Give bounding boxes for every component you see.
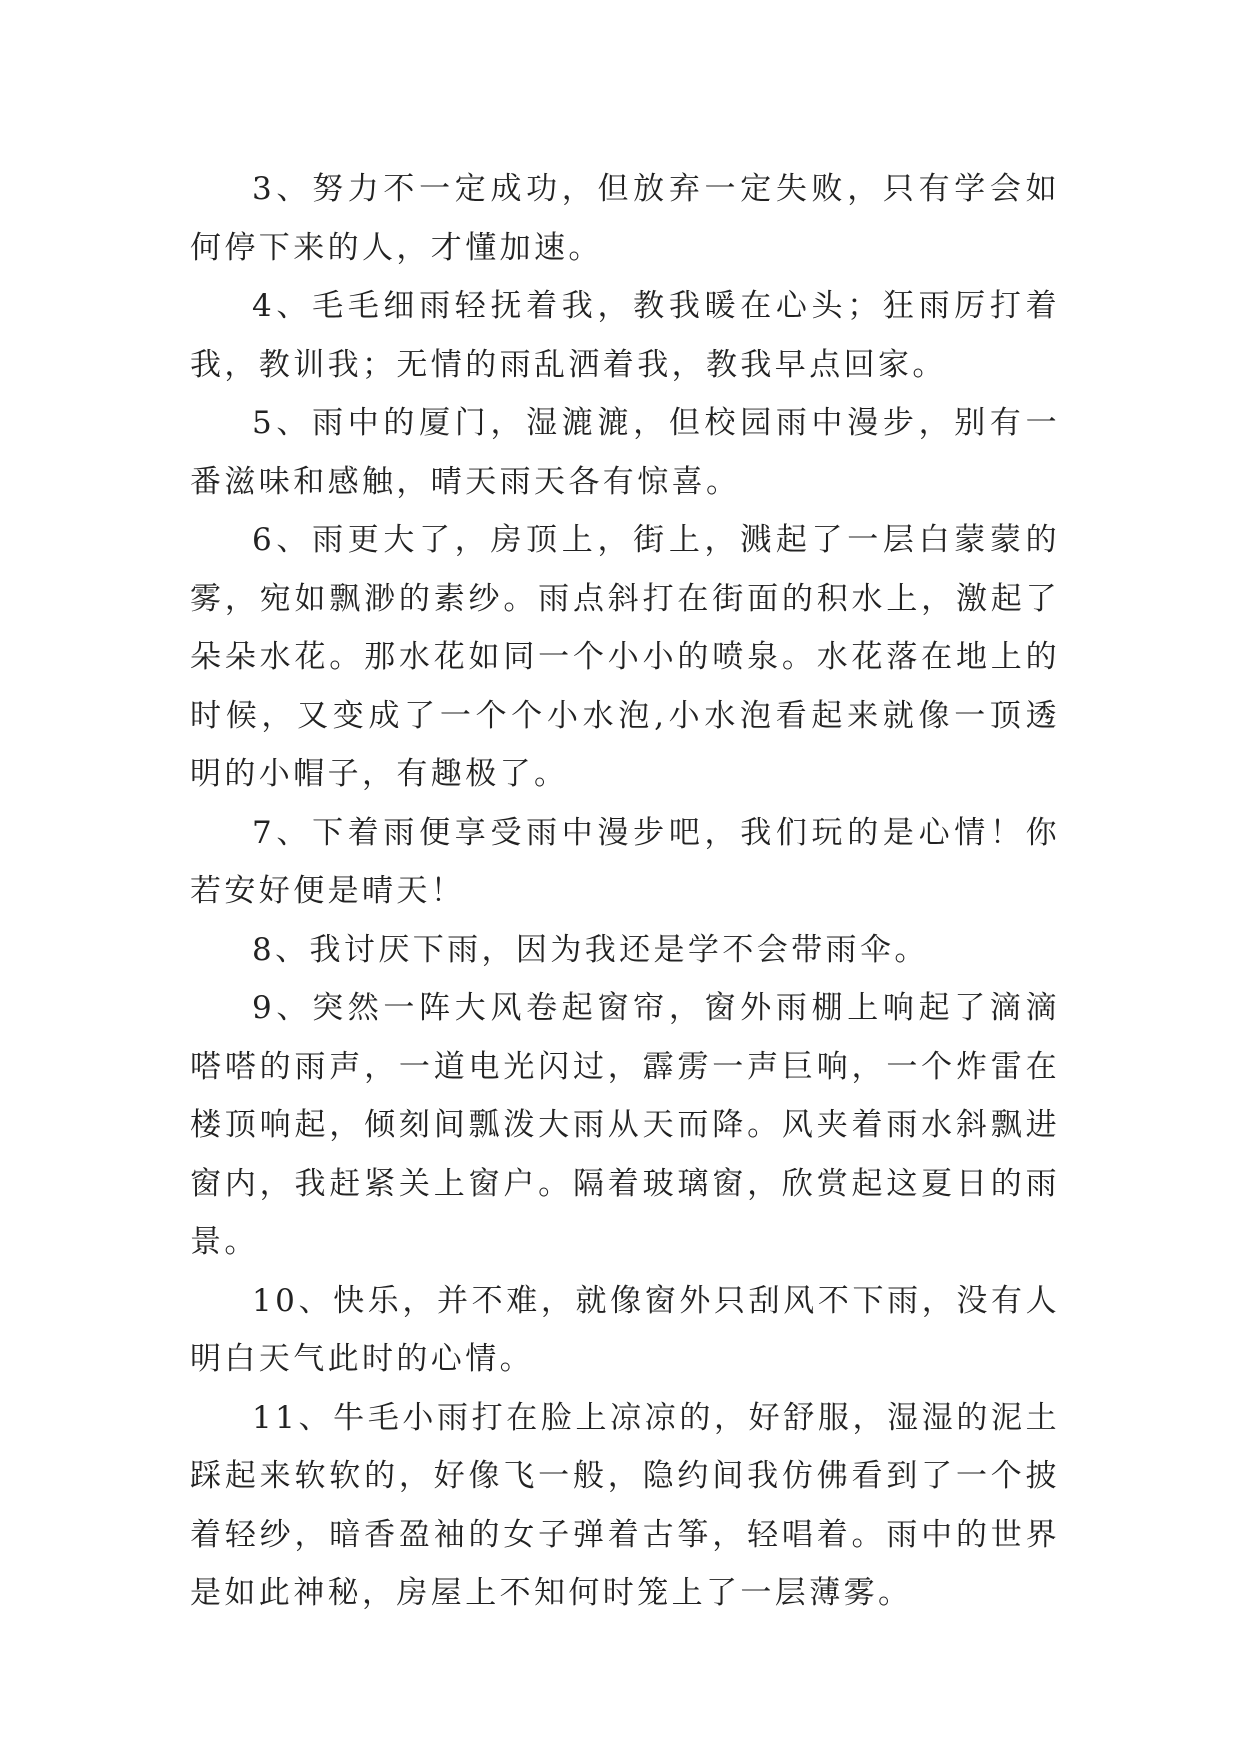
paragraph-7: 7、下着雨便享受雨中漫步吧，我们玩的是心情！你若安好便是晴天！ [190, 814, 1060, 909]
paragraph-10: 10、快乐，并不难，就像窗外只刮风不下雨，没有人明白天气此时的心情。 [190, 1282, 1060, 1377]
paragraph-5: 5、雨中的厦门，湿漉漉，但校园雨中漫步，别有一番滋味和感触，晴天雨天各有惊喜。 [190, 405, 1060, 500]
paragraph-9: 9、突然一阵大风卷起窗帘，窗外雨棚上响起了滴滴嗒嗒的雨声，一道电光闪过，霹雳一声巨响，一个炸雷在楼顶响起，倾刻间瓢泼大雨从天而降。风夹着雨水斜飘进窗内，我赶紧关上窗户。隔着玻璃窗，欣赏起这夏日的雨景。 [190, 990, 1060, 1260]
paragraph-8: 8、我讨厌下雨，因为我还是学不会带雨伞。 [252, 931, 929, 968]
paragraph-6: 6、雨更大了，房顶上，街上，溅起了一层白蒙蒙的雾，宛如飘渺的素纱。雨点斜打在街面的积水上，激起了朵朵水花。那水花如同一个小小的喷泉。水花落在地上的时候，又变成了一个个小水泡,小水泡看起来就像一顶透明的小帽子，有趣极了。 [190, 522, 1060, 792]
document-body [190, 160, 1060, 1623]
paragraph-3: 3、努力不一定成功，但放弃一定失败，只有学会如何停下来的人，才懂加速。 [190, 171, 1060, 266]
paragraph-4: 4、毛毛细雨轻抚着我，教我暖在心头；狂雨厉打着我，教训我；无情的雨乱洒着我，教我早点回家。 [190, 288, 1060, 383]
paragraph-11: 11、牛毛小雨打在脸上凉凉的，好舒服，湿湿的泥土踩起来软软的，好像飞一般，隐约间我仿佛看到了一个披着轻纱，暗香盈袖的女子弹着古筝，轻唱着。雨中的世界是如此神秘，房屋上不知何时笼上了一层薄雾。 [190, 1399, 1060, 1611]
